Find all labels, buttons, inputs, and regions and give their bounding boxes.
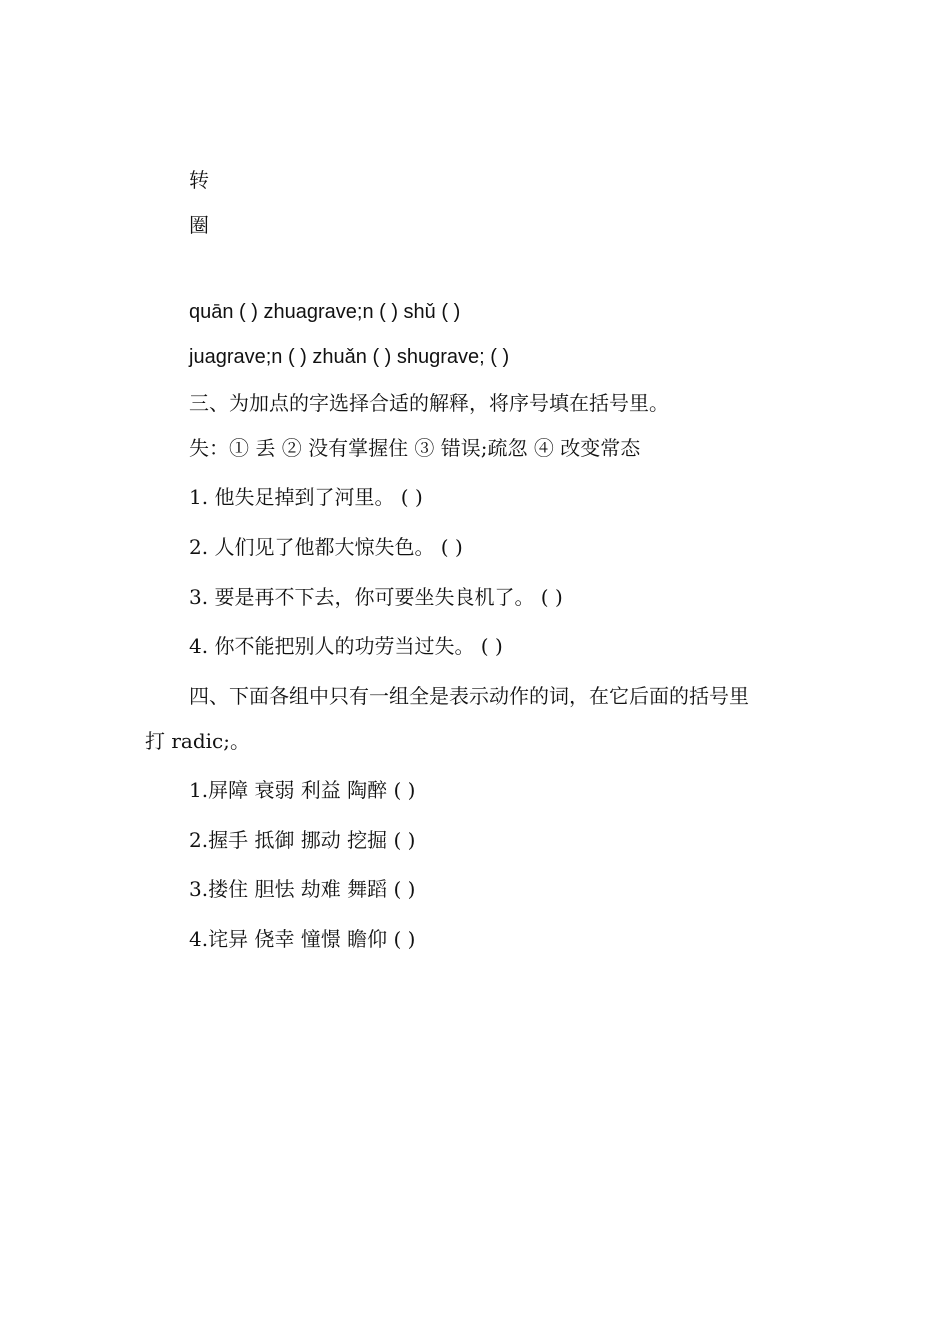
section3-item-2: 2. 人们见了他都大惊失色。 ( ) [189,535,463,559]
section4-item-3: 3.搂住 胆怯 劫难 舞蹈 ( ) [189,877,416,901]
section3-definitions: 失：① 丢 ② 没有掌握住 ③ 错误;疏忽 ④ 改变常态 [189,436,641,460]
section3-item-1: 1. 他失足掉到了河里。 ( ) [189,485,423,509]
section3-item-4: 4. 你不能把别人的功劳当过失。 ( ) [189,634,503,658]
pinyin-line-2: juagrave;n ( ) zhuǎn ( ) shugrave; ( ) [189,346,510,368]
section4-item-2: 2.握手 抵御 挪动 挖掘 ( ) [189,828,416,852]
char-quan: 圈 [189,213,209,237]
section4-item-4: 4.诧异 侥幸 憧憬 瞻仰 ( ) [189,927,416,951]
section4-heading-line1: 四、下面各组中只有一组全是表示动作的词，在它后面的括号里 [189,684,749,708]
section3-heading: 三、为加点的字选择合适的解释，将序号填在括号里。 [189,391,669,415]
section3-item-3: 3. 要是再不下去，你可要坐失良机了。 ( ) [189,585,563,609]
pinyin-line-1: quān ( ) zhuagrave;n ( ) shǔ ( ) [189,301,461,323]
section4-heading-line2: 打 radic;。 [145,729,250,753]
section4-item-1: 1.屏障 衰弱 利益 陶醉 ( ) [189,778,416,802]
char-zhuan: 转 [189,168,209,192]
